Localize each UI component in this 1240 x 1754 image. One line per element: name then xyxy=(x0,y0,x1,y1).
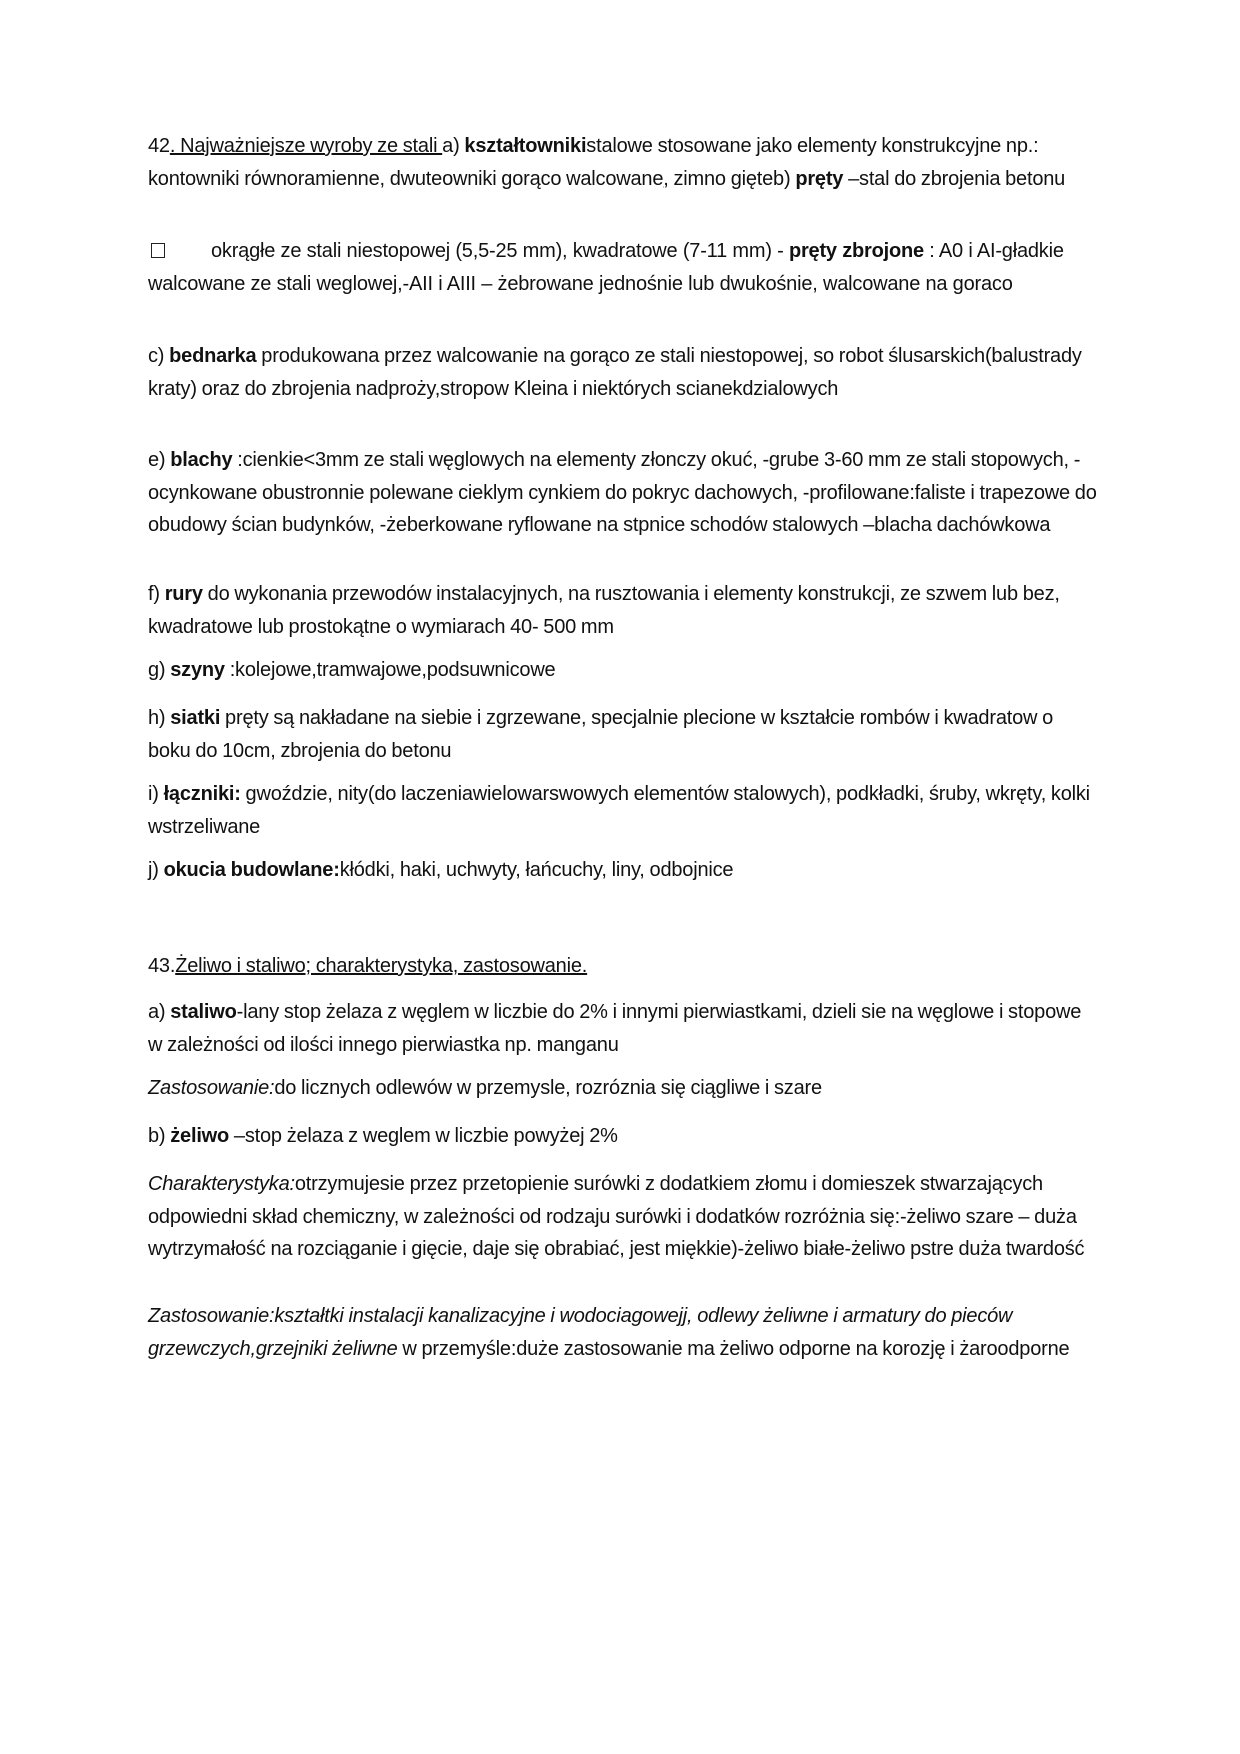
term-bold: żeliwo xyxy=(170,1125,230,1147)
paragraph-f xyxy=(148,578,1098,643)
item-text: gwoździe, nity(do laczeniawielowarswowych elementów stalowych), podkładki, śruby, wkręty, kolki wstrzeliwane xyxy=(148,783,1090,838)
item-label: b) xyxy=(148,1125,171,1147)
item-label: h) xyxy=(148,707,171,729)
paragraph-zastosowanie-1 xyxy=(148,1072,1098,1105)
item-label: f) xyxy=(148,583,165,605)
section-title: . Najważniejsze wyroby ze stali xyxy=(169,135,443,157)
term-bold: blachy xyxy=(170,449,233,471)
term-bold: siatki xyxy=(170,707,221,729)
paragraph-42 xyxy=(148,130,1098,195)
paragraph-j xyxy=(148,854,1098,887)
paragraph-43 xyxy=(148,950,1098,983)
item-text: kłódki, haki, uchwyty, łańcuchy, liny, odbojnice xyxy=(339,859,734,881)
paragraph-h xyxy=(148,702,1098,767)
item-label: a) xyxy=(148,1001,171,1023)
term-bold: szyny xyxy=(170,659,225,681)
item-text: pręty są nakładane na siebie i zgrzewane, specjalnie plecione w kształcie rombów i kwadratow o boku do 10cm, zbrojenia do betonu xyxy=(148,707,1054,762)
item-text: –stal do zbrojenia betonu xyxy=(843,167,1066,190)
paragraph-a43 xyxy=(148,996,1098,1061)
bullet-square-icon xyxy=(151,243,165,258)
item-label: a) xyxy=(442,135,465,157)
section-number: 42 xyxy=(148,135,170,157)
term-italic: Zastosowanie: xyxy=(148,1077,275,1099)
term-bold: pręty xyxy=(795,167,844,190)
item-text: –stop żelaza z weglem w liczbie powyżej 2% xyxy=(229,1125,618,1147)
term-bold: łączniki: xyxy=(163,783,241,805)
term-italic: Zastosowanie:kształtki instalacji kanalizacyjne i wodociagowejj, odlewy żeliwne i armatury do pieców grzewczych,grzejniki żeliwne xyxy=(148,1305,1013,1360)
term-bold: okucia budowlane: xyxy=(163,859,340,881)
paragraph-i xyxy=(148,778,1098,843)
item-label: j) xyxy=(148,859,164,881)
item-text: zimno gięteb) xyxy=(668,167,796,190)
item-text: do licznych odlewów w przemysle, rozróznia się ciągliwe i szare xyxy=(274,1077,822,1099)
item-text: , xyxy=(663,167,669,190)
item-text: okrągłe ze stali niestopowej (5,5-25 mm), kwadratowe (7-11 mm) - xyxy=(211,240,789,262)
item-label: g) xyxy=(148,659,171,681)
item-text: -lany stop żelaza z węglem w liczbie do 2% i innymi pierwiastkami, dzieli sie na węglowe i stopowe w zależności od ilości innego pierwiastka np. manganu xyxy=(148,1001,1082,1056)
item-text: :cienkie<3mm ze stali węglowych na elementy złonczy okuć, -grube 3-60 mm ze stali stopowych, - ocynkowane obustronnie polewane cieklym cynkiem do pokryc dachowych, -profilowane:faliste i trapezowe do obudowy ścian budynków, -żeberkowane ryflowane na stpnice schodów stalowych –blacha dachówkowa xyxy=(148,449,1097,536)
paragraph-c xyxy=(148,340,1098,405)
paragraph-charakterystyka xyxy=(148,1168,1098,1266)
item-label: e) xyxy=(148,449,171,471)
item-text: :kolejowe,tramwajowe,podsuwnicowe xyxy=(224,659,556,681)
term-bold: bednarka xyxy=(169,345,257,367)
bullet-item xyxy=(148,235,1098,300)
term-bold: kształtowniki xyxy=(464,135,587,157)
section-number: 43. xyxy=(148,955,176,977)
item-text: otrzymujesie przez przetopienie surówki z dodatkiem złomu i domieszek stwarzających odpowiedni skład chemiczny, w zależności od rodzaju surówki i dodatków rozróżnia się:-żeliwo szare – duża wytrzymałość na rozciąganie i gięcie, daje się obrabiać, jest miękkie)-żeliwo białe-żeliwo pstre duża twardość xyxy=(148,1173,1085,1260)
paragraph-zastosowanie-2 xyxy=(148,1300,1098,1365)
term-bold: staliwo xyxy=(170,1001,237,1023)
paragraph-g xyxy=(148,654,1098,687)
item-text: produkowana przez walcowanie na gorąco ze stali niestopowej, so robot ślusarskich(balustrady kraty) oraz do zbrojenia nadproży,stropow Kleina i niektórych scianekdzialowych xyxy=(148,345,1082,400)
term-bold: pręty zbrojone xyxy=(788,240,924,262)
paragraph-b43 xyxy=(148,1120,1098,1153)
term-bold: rury xyxy=(164,583,203,605)
term-italic: Charakterystyka: xyxy=(148,1173,295,1195)
section-title: Żeliwo i staliwo; charakterystyka, zastosowanie. xyxy=(175,955,588,977)
paragraph-e xyxy=(148,444,1098,542)
item-label: i) xyxy=(148,783,164,805)
item-text: stalowe stosowane jako elementy konstrukcyjne np.: kontowniki równoramienne, dwuteowniki gorąco walcowane xyxy=(148,135,1039,190)
item-text: do wykonania przewodów instalacyjnych, na rusztowania i elementy konstrukcji, ze szwem lub bez, kwadratowe lub prostokątne o wymiarach 40- 500 mm xyxy=(148,583,1060,638)
item-text: : A0 i AI-gładkie walcowane ze stali weglowej,-AII i AIII – żebrowane jednośnie lub dwukośnie, walcowane na goraco xyxy=(148,240,1064,295)
item-text: w przemyśle:duże zastosowanie ma żeliwo odporne na korozję i żaroodporne xyxy=(397,1337,1070,1360)
item-label: c) xyxy=(148,345,170,367)
